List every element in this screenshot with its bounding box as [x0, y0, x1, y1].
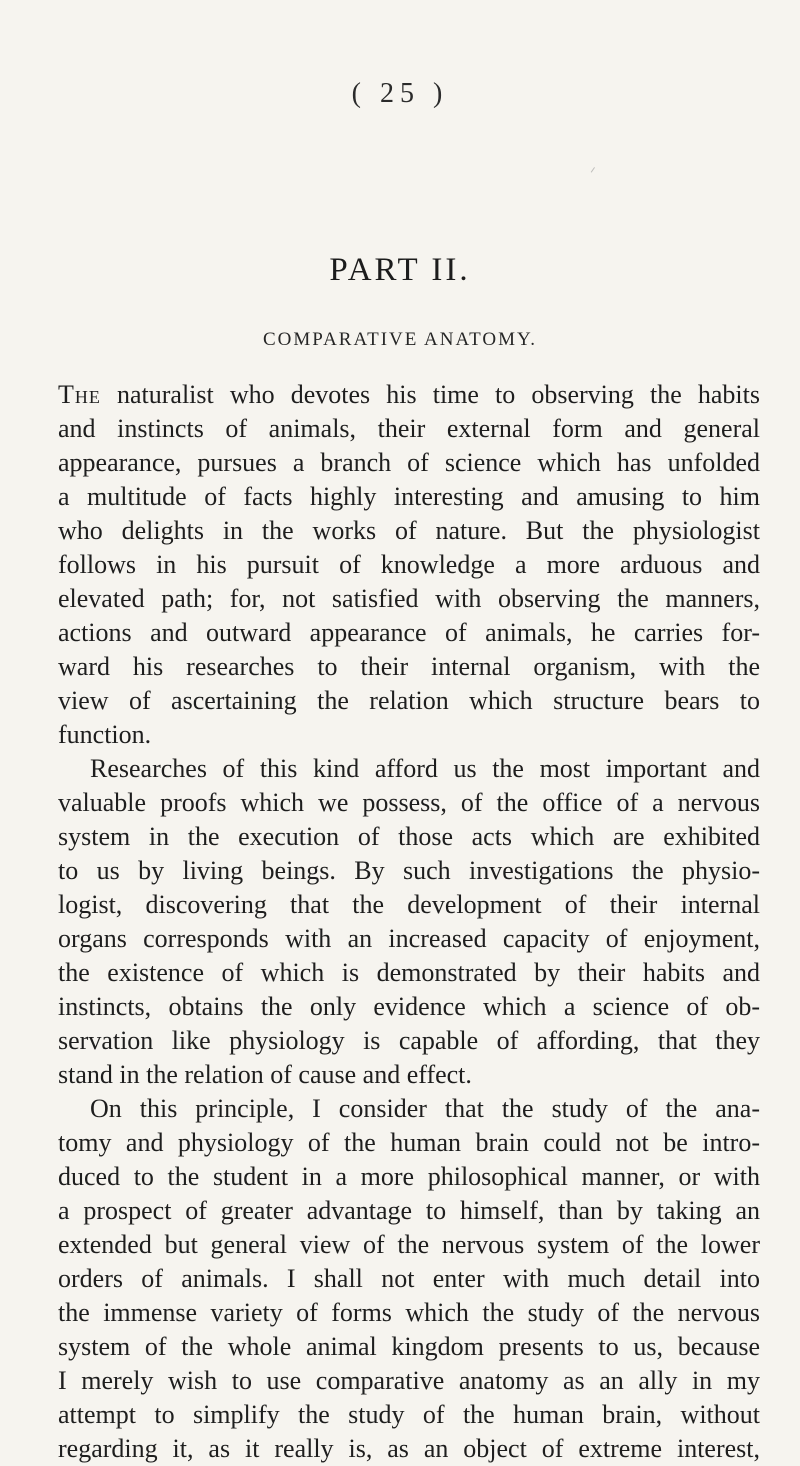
text-line: view of ascertaining the relation which structure bears to	[58, 686, 760, 715]
text-line: system in the execution of those acts which are exhibited	[58, 822, 760, 851]
paragraph-2	[58, 752, 760, 1092]
text-line: a prospect of greater advantage to himself, than by taking an	[58, 1196, 760, 1225]
section-title: COMPARATIVE ANATOMY.	[262, 329, 538, 350]
text-line: the existence of which is demonstrated by their habits and	[58, 958, 760, 987]
paragraph-1	[58, 378, 760, 752]
text-line: servation like physiology is capable of affording, that they	[58, 1026, 760, 1055]
text-line: logist, discovering that the development of their internal	[58, 890, 760, 919]
body-text	[58, 378, 760, 1466]
text-line: I merely wish to use comparative anatomy as an ally in my	[58, 1366, 760, 1395]
text-line: ward his researches to their internal organism, with the	[58, 652, 760, 681]
text-line: orders of animals. I shall not enter with much detail into	[58, 1264, 760, 1293]
text-line: to us by living beings. By such investigations the physio-	[58, 856, 760, 885]
text-line: and instincts of animals, their external form and general	[58, 414, 760, 443]
text-line: valuable proofs which we possess, of the office of a nervous	[58, 788, 760, 817]
text-line: follows in his pursuit of knowledge a more arduous and	[58, 550, 760, 579]
text-line: a multitude of facts highly interesting and amusing to him	[58, 482, 760, 511]
text-line: extended but general view of the nervous system of the lower	[58, 1230, 760, 1259]
text-line: actions and outward appearance of animals, he carries for-	[58, 618, 760, 647]
text-line: regarding it, as it really is, as an object of extreme interest,	[58, 1434, 760, 1463]
text-line: On this principle, I consider that the study of the ana-	[90, 1094, 760, 1123]
part-title: PART II.	[329, 252, 471, 288]
text-line-opening: The	[58, 380, 101, 409]
text-line: duced to the student in a more philosophical manner, or with	[58, 1162, 760, 1191]
text-line: function.	[58, 720, 152, 749]
text-line: the immense variety of forms which the study of the nervous	[58, 1298, 760, 1327]
text-line: who delights in the works of nature. But the physiologist	[58, 516, 760, 545]
text-line: Researches of this kind afford us the most important and	[90, 754, 760, 783]
text-line: instincts, obtains the only evidence which a science of ob-	[58, 992, 760, 1021]
text-line: elevated path; for, not satisfied with observing the manners,	[58, 584, 760, 613]
text-line: attempt to simplify the study of the human brain, without	[58, 1400, 760, 1429]
text-line: organs corresponds with an increased capacity of enjoyment,	[58, 924, 760, 953]
text-line: stand in the relation of cause and effect.	[58, 1060, 472, 1089]
ink-speck	[591, 167, 599, 175]
text-line: appearance, pursues a branch of science which has unfolded	[58, 448, 760, 477]
text-line: system of the whole animal kingdom presents to us, because	[58, 1332, 760, 1361]
page-number: ( 25 )	[351, 78, 449, 109]
paragraph-3	[58, 1092, 760, 1466]
text-line: tomy and physiology of the human brain could not be intro-	[58, 1128, 760, 1157]
text-line	[58, 378, 760, 412]
text-line-rest: naturalist who devotes his time to observing the habits	[100, 380, 760, 409]
